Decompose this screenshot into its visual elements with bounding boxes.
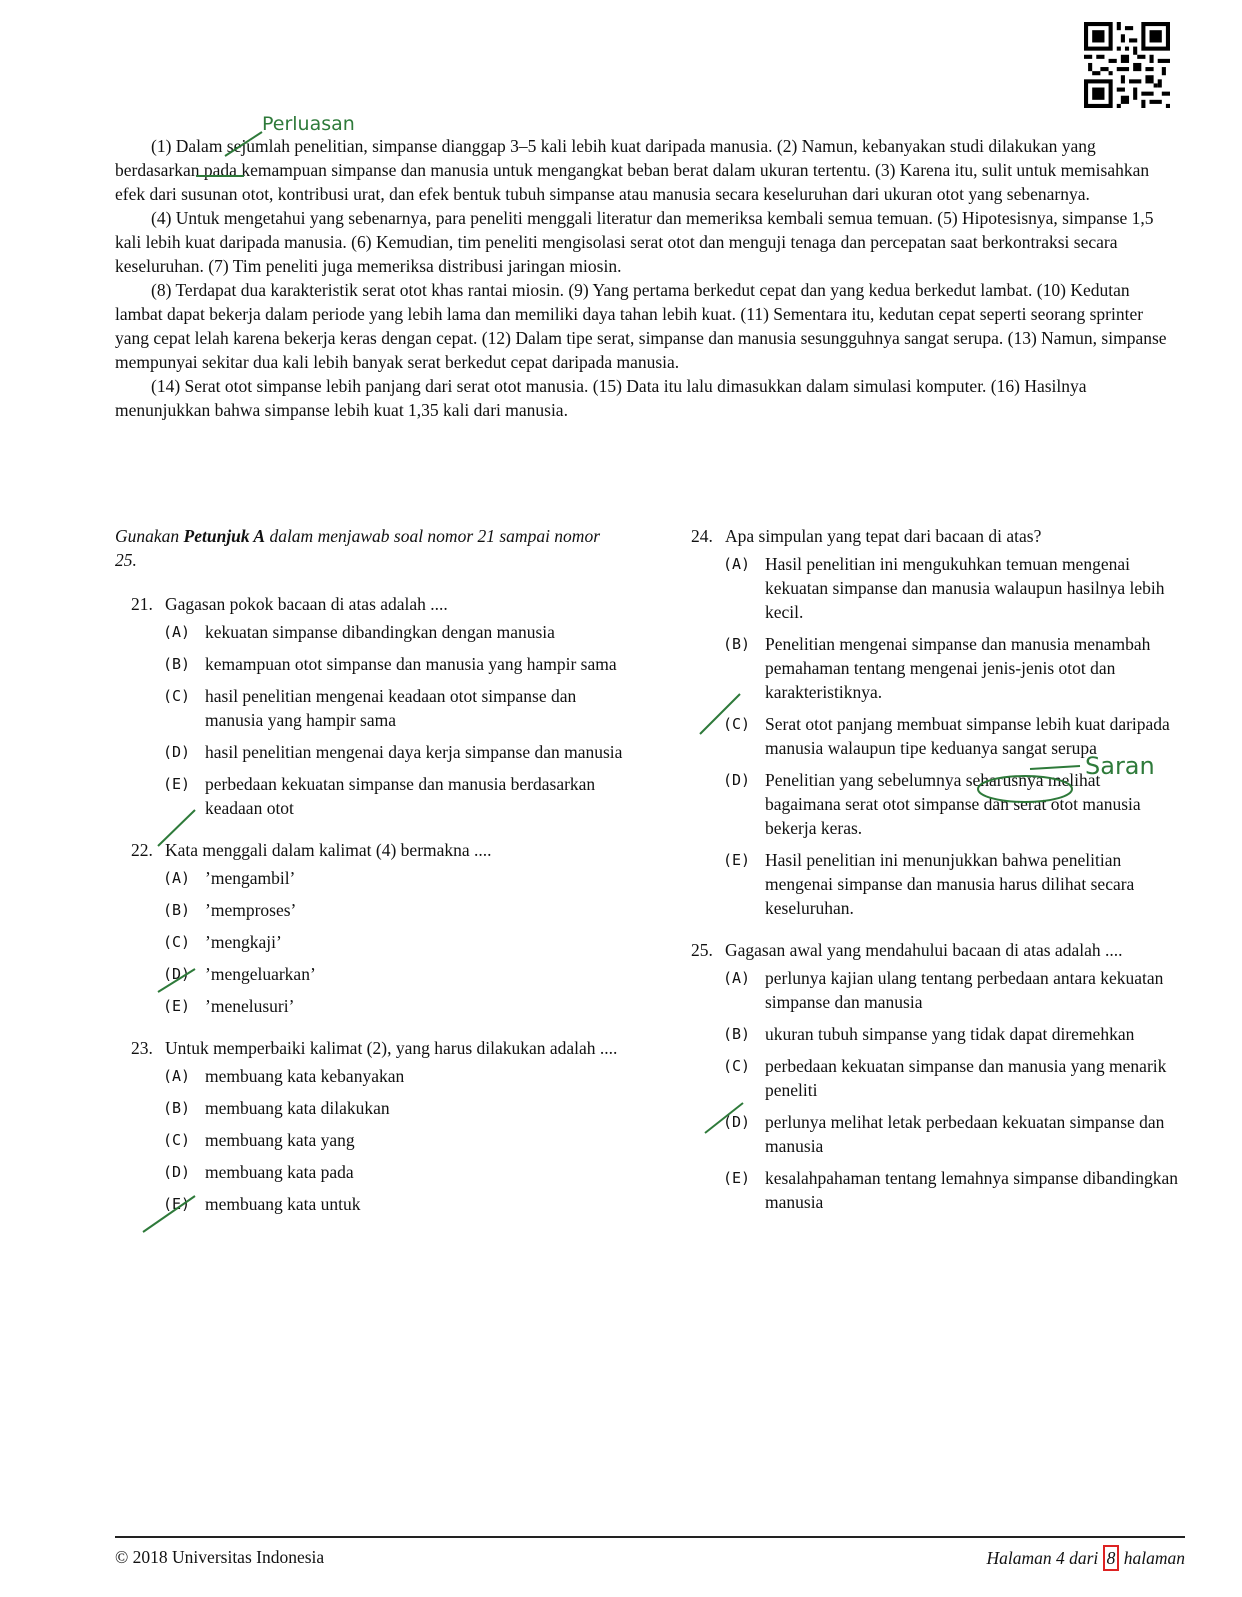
option-label: (D) — [723, 771, 751, 789]
answer-option[interactable] — [163, 1064, 625, 1088]
question-stem — [115, 1036, 625, 1060]
option-label: (B) — [723, 1025, 751, 1043]
option-text: ukuran tubuh simpanse yang tidak dapat diremehkan — [765, 1024, 1135, 1044]
page-suffix: halaman — [1119, 1548, 1185, 1568]
option-text: membuang kata untuk — [205, 1194, 361, 1214]
question-21 — [115, 592, 625, 820]
option-label: (D) — [163, 743, 191, 761]
question-22 — [115, 838, 625, 1018]
answer-option[interactable] — [723, 1110, 1180, 1158]
option-text: Hasil penelitian ini mengukuhkan temuan mengenai kekuatan simpanse dan manusia walaupun hasilnya lebih kecil. — [765, 554, 1165, 622]
page-prefix: Halaman 4 dari — [986, 1548, 1103, 1568]
question-stem — [115, 838, 625, 862]
option-text: membuang kata pada — [205, 1162, 354, 1182]
answer-option[interactable] — [723, 1022, 1180, 1046]
question-stem — [675, 524, 1180, 548]
footer-divider — [115, 1536, 1185, 1538]
answer-option[interactable] — [163, 1192, 625, 1216]
option-label: (C) — [723, 1057, 751, 1075]
answer-option[interactable] — [163, 994, 625, 1018]
answer-option[interactable] — [163, 898, 625, 922]
answer-option[interactable] — [163, 620, 625, 644]
question-list-left — [115, 592, 625, 1216]
option-label: (E) — [163, 1195, 191, 1213]
answer-option[interactable] — [163, 930, 625, 954]
option-text: perbedaan kekuatan simpanse dan manusia yang menarik peneliti — [765, 1056, 1167, 1100]
instruction-prefix: Gunakan — [115, 526, 184, 546]
passage-paragraph-4: (14) Serat otot simpanse lebih panjang dari serat otot manusia. (15) Data itu lalu dimasukkan dalam simulasi komputer. (16) Hasilnya menunjukkan bahwa simpanse lebih kuat 1,35 kali dari manusia. — [115, 376, 1087, 420]
option-label: (D) — [163, 965, 191, 983]
footer-page-info — [986, 1545, 1185, 1571]
option-list — [115, 866, 625, 1018]
option-label: (A) — [163, 623, 191, 641]
question-number: 21. — [131, 594, 153, 614]
option-label: (B) — [723, 635, 751, 653]
answer-option[interactable] — [163, 866, 625, 890]
option-label: (C) — [723, 715, 751, 733]
question-number: 24. — [691, 526, 713, 546]
question-text: Gagasan pokok bacaan di atas adalah .... — [165, 594, 448, 614]
option-text: kemampuan otot simpanse dan manusia yang hampir sama — [205, 654, 617, 674]
option-text: Hasil penelitian ini menunjukkan bahwa penelitian mengenai simpanse dan manusia harus dilihat secara keseluruhan. — [765, 850, 1135, 918]
option-label: (C) — [163, 1131, 191, 1149]
option-text: membuang kata yang — [205, 1130, 355, 1150]
annotation-saran: Saran — [1085, 752, 1155, 780]
answer-option[interactable] — [723, 1054, 1180, 1102]
question-text: Gagasan awal yang mendahului bacaan di atas adalah .... — [725, 940, 1123, 960]
left-column — [115, 524, 625, 1234]
option-label: (C) — [163, 933, 191, 951]
option-text: Penelitian yang sebelumnya seharusnya melihat bagaimana serat otot simpanse dan serat otot manusia bekerja keras. — [765, 770, 1141, 838]
option-text: perbedaan kekuatan simpanse dan manusia berdasarkan keadaan otot — [205, 774, 596, 818]
option-text: Penelitian mengenai simpanse dan manusia menambah pemahaman tentang mengenai jenis-jenis otot dan karakteristiknya. — [765, 634, 1151, 702]
passage-paragraph-1: (1) Dalam sejumlah penelitian, simpanse dianggap 3–5 kali lebih kuat daripada manusia. (2) Namun, kebanyakan studi dilakukan yang berdasarkan pada kemampuan simpanse dan manusia untuk mengangkat beban berat dalam ukuran tertentu. (3) Karena itu, sulit untuk memisahkan efek dari susunan otot, kontribusi urat, dan efek bentuk tubuh simpanse atau manusia secara keseluruhan dari ukuran otot yang sebenarnya. — [115, 136, 1150, 204]
option-label: (C) — [163, 687, 191, 705]
page-total: 8 — [1103, 1545, 1120, 1571]
right-column — [675, 524, 1180, 1232]
answer-option[interactable] — [163, 962, 625, 986]
option-label: (E) — [163, 775, 191, 793]
answer-option[interactable] — [723, 552, 1180, 624]
question-23 — [115, 1036, 625, 1216]
footer-copyright: © 2018 Universitas Indonesia — [115, 1547, 325, 1567]
option-text: ’menelusuri’ — [205, 996, 295, 1016]
option-label: (E) — [163, 997, 191, 1015]
instruction-text — [115, 524, 625, 572]
option-label: (A) — [163, 1067, 191, 1085]
question-text: Apa simpulan yang tepat dari bacaan di atas? — [725, 526, 1042, 546]
answer-option[interactable] — [163, 772, 625, 820]
question-text: Untuk memperbaiki kalimat (2), yang harus dilakukan adalah .... — [165, 1038, 618, 1058]
answer-option[interactable] — [723, 848, 1180, 920]
question-stem — [675, 938, 1180, 962]
option-label: (D) — [723, 1113, 751, 1131]
answer-option[interactable] — [723, 768, 1180, 840]
qr-code-icon — [1084, 22, 1170, 108]
option-text: hasil penelitian mengenai daya kerja simpanse dan manusia — [205, 742, 623, 762]
question-number: 25. — [691, 940, 713, 960]
option-text: ’mengeluarkan’ — [205, 964, 316, 984]
option-label: (B) — [163, 655, 191, 673]
question-list-right — [675, 524, 1180, 1214]
answer-option[interactable] — [163, 1128, 625, 1152]
passage-paragraph-3: (8) Terdapat dua karakteristik serat otot khas rantai miosin. (9) Yang pertama berkedut cepat dan yang kedua berkedut lambat. (10) Kedutan lambat dapat bekerja dalam periode yang lebih lama dan memiliki daya tahan lebih kuat. (11) Sementara itu, kedutan cepat seperti seorang sprinter yang cepat lelah karena bekerja keras dengan cepat. (12) Dalam tipe serat, simpanse dan manusia sesungguhnya sangat serupa. (13) Namun, simpanse mempunyai sekitar dua kali lebih banyak serat berkedut cepat daripada manusia. — [115, 280, 1167, 372]
option-list — [115, 1064, 625, 1216]
question-24 — [675, 524, 1180, 920]
option-label: (B) — [163, 901, 191, 919]
option-text: membuang kata kebanyakan — [205, 1066, 405, 1086]
option-text: kesalahpahaman tentang lemahnya simpanse dibandingkan manusia — [765, 1168, 1179, 1212]
option-text: kekuatan simpanse dibandingkan dengan manusia — [205, 622, 555, 642]
answer-option[interactable] — [163, 684, 625, 732]
question-text: Kata menggali dalam kalimat (4) bermakna .... — [165, 840, 492, 860]
option-text: perlunya melihat letak perbedaan kekuatan simpanse dan manusia — [765, 1112, 1165, 1156]
annotation-perluasan: Perluasan — [262, 113, 355, 135]
answer-option[interactable] — [163, 1160, 625, 1184]
option-text: ’mengambil’ — [205, 868, 296, 888]
answer-option[interactable] — [163, 1096, 625, 1120]
reading-passage — [115, 134, 1177, 422]
answer-option[interactable] — [163, 740, 625, 764]
answer-option[interactable] — [723, 966, 1180, 1014]
option-list — [675, 552, 1180, 920]
option-text: Serat otot panjang membuat simpanse lebih kuat daripada manusia walaupun tipe keduanya sangat serupa — [765, 714, 1170, 758]
option-text: ’memproses’ — [205, 900, 297, 920]
option-list — [115, 620, 625, 820]
passage-paragraph-2: (4) Untuk mengetahui yang sebenarnya, para peneliti menggali literatur dan memeriksa kembali semua temuan. (5) Hipotesisnya, simpanse 1,5 kali lebih kuat daripada manusia. (6) Kemudian, tim peneliti mengisolasi serat otot dan menguji tenaga dan percepatan saat berkontraksi secara keseluruhan. (7) Tim peneliti juga memeriksa distribusi jaringan miosin. — [115, 208, 1154, 276]
option-label: (A) — [723, 555, 751, 573]
option-list — [675, 966, 1180, 1214]
option-label: (A) — [163, 869, 191, 887]
option-label: (A) — [723, 969, 751, 987]
option-label: (E) — [723, 851, 751, 869]
option-text: perlunya kajian ulang tentang perbedaan antara kekuatan simpanse dan manusia — [765, 968, 1164, 1012]
question-number: 22. — [131, 840, 153, 860]
question-stem — [115, 592, 625, 616]
option-label: (B) — [163, 1099, 191, 1117]
question-25 — [675, 938, 1180, 1214]
answer-option[interactable] — [723, 1166, 1180, 1214]
instruction-suffix: dalam menjawab soal nomor 21 sampai nomor 25. — [115, 526, 601, 570]
answer-option[interactable] — [163, 652, 625, 676]
option-label: (D) — [163, 1163, 191, 1181]
answer-option[interactable] — [723, 632, 1180, 704]
option-text: ’mengkaji’ — [205, 932, 282, 952]
option-label: (E) — [723, 1169, 751, 1187]
question-number: 23. — [131, 1038, 153, 1058]
instruction-bold: Petunjuk A — [183, 526, 266, 546]
answer-option[interactable] — [723, 712, 1180, 760]
option-text: hasil penelitian mengenai keadaan otot simpanse dan manusia yang hampir sama — [205, 686, 577, 730]
option-text: membuang kata dilakukan — [205, 1098, 390, 1118]
